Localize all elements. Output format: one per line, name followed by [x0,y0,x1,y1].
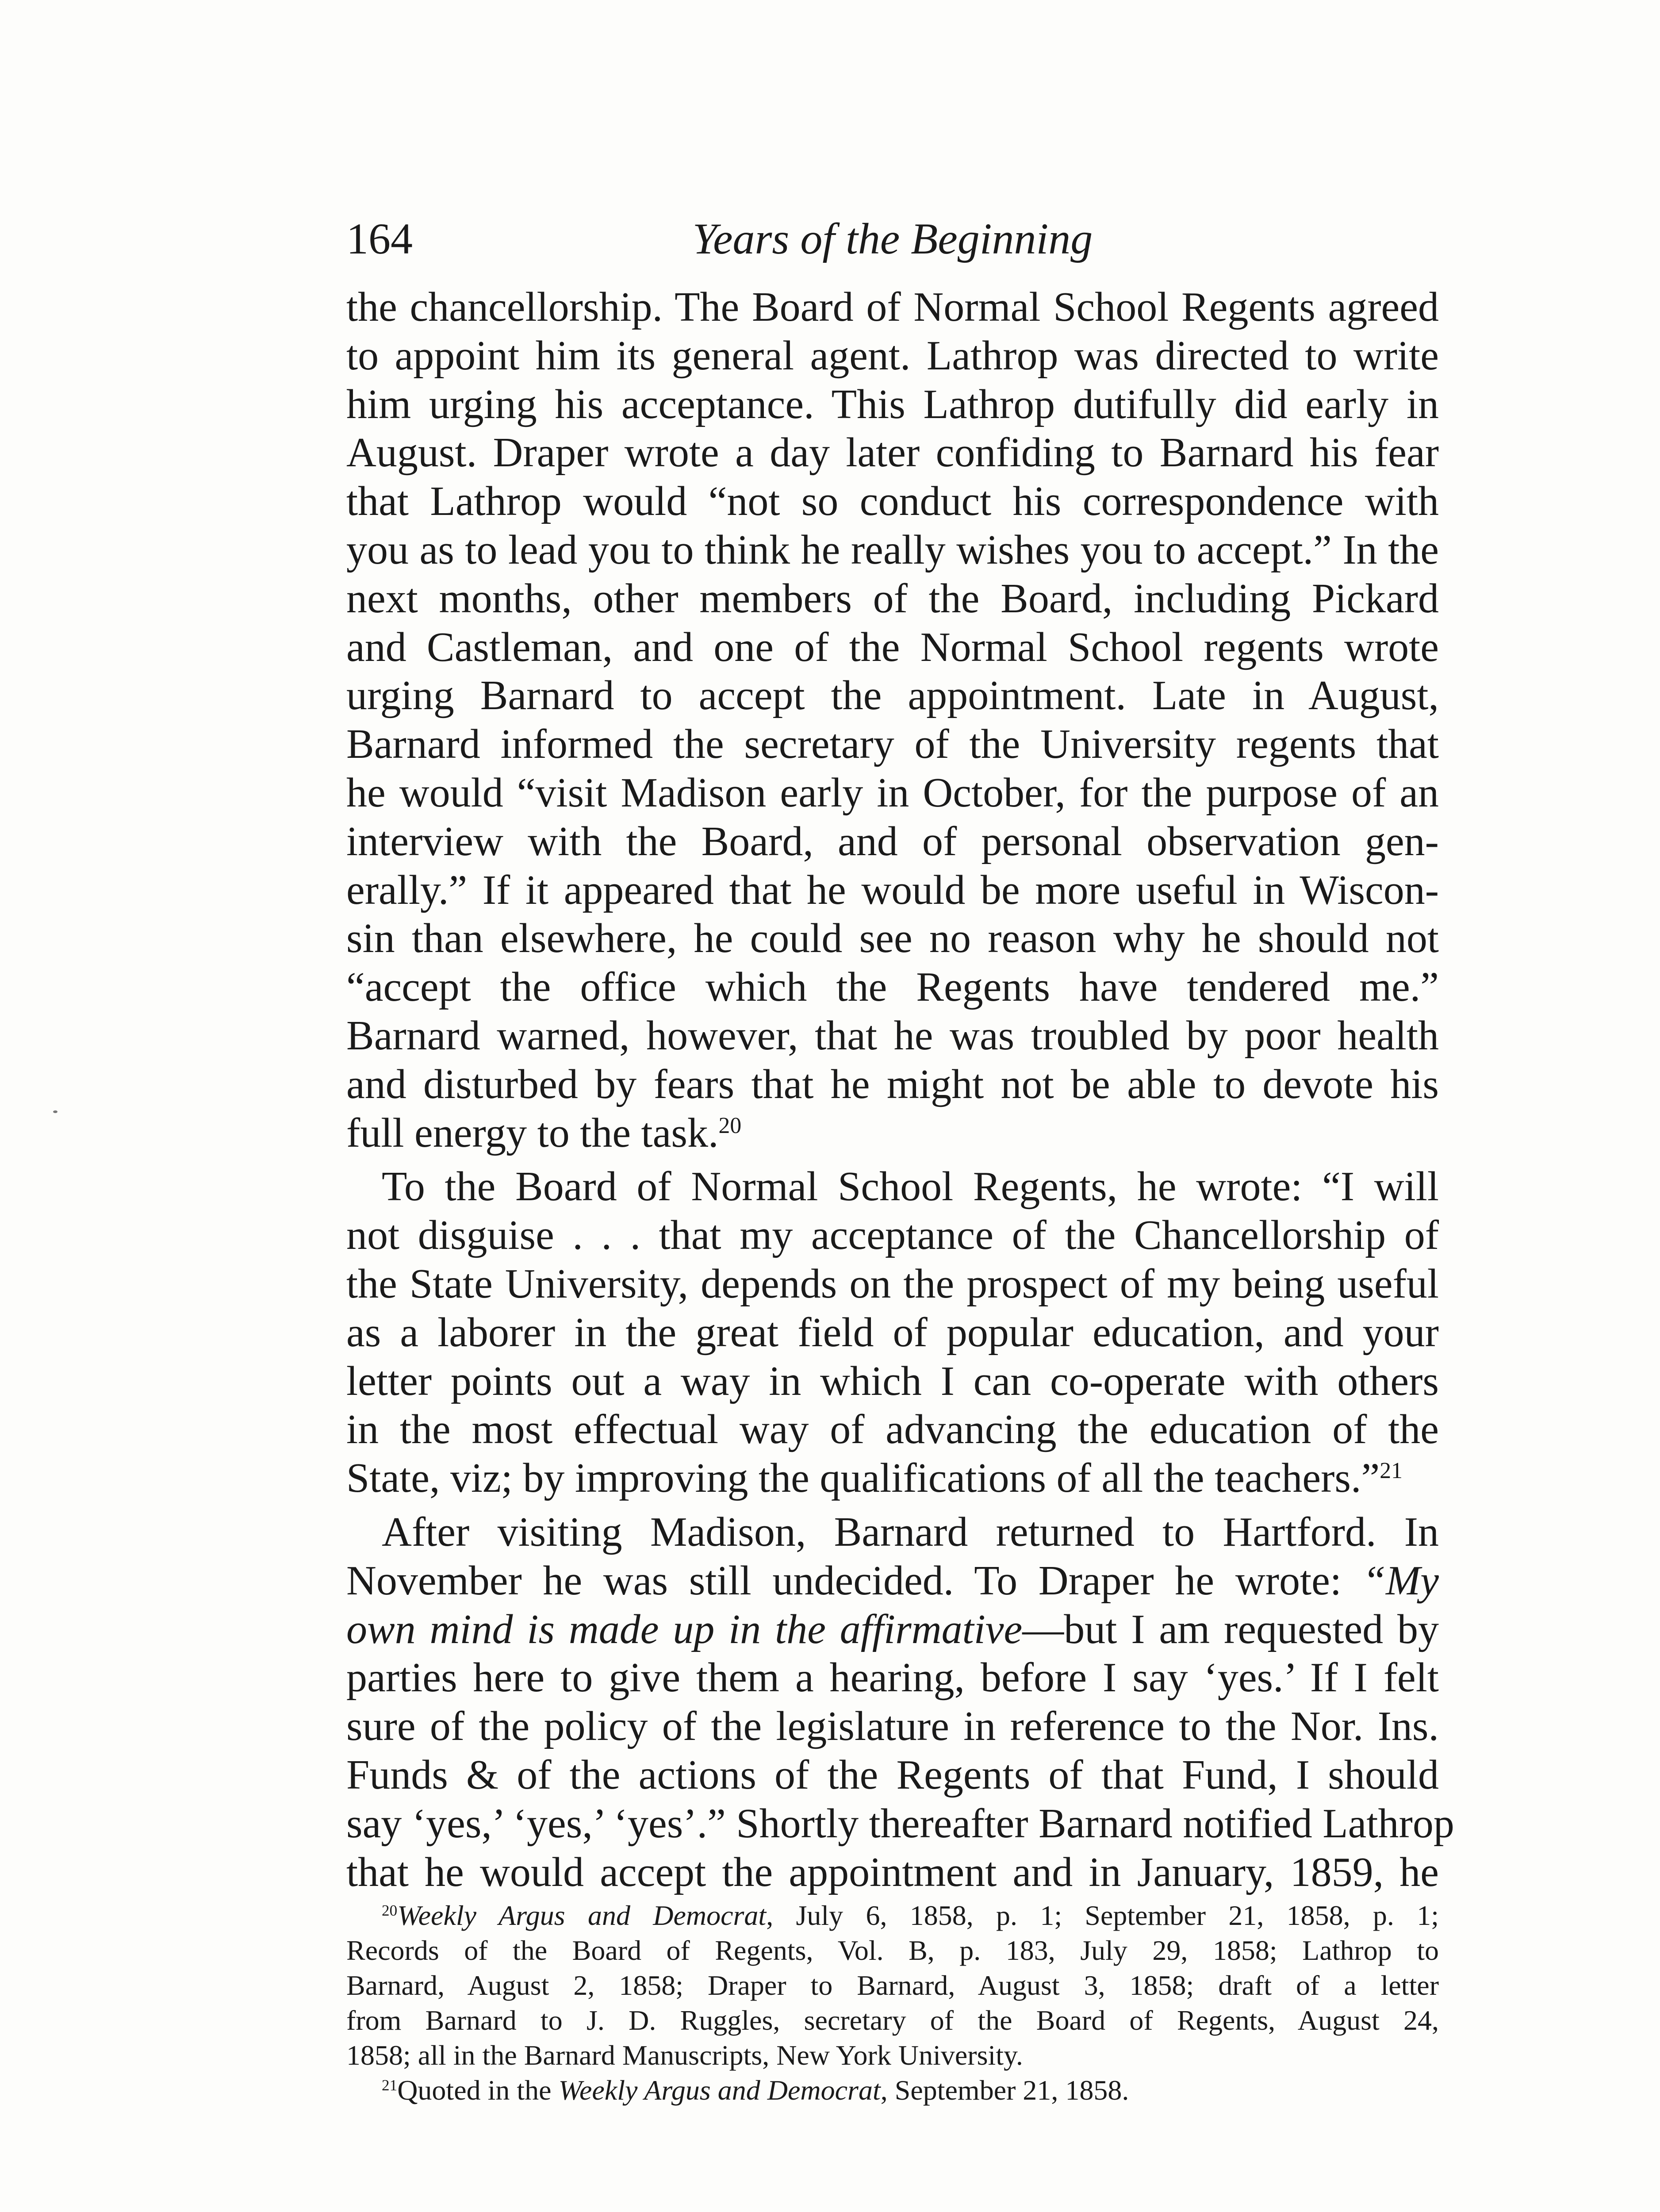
text-line: parties here to give them a hearing, before I say ‘yes.’ If I felt [346,1655,1439,1701]
text-line: not disguise . . . that my acceptance of the Chancellorship of [346,1212,1439,1259]
text-line: next months, other members of the Board, including Pickard [346,575,1439,622]
text-line: After visiting Madison, Barnard returned to Hartford. In [382,1509,1439,1555]
footnotes [346,1898,1439,2108]
text-line: that Lathrop would “not so conduct his correspondence with [346,478,1439,525]
italic-title: own mind is made up in the affirmative [346,1606,1023,1652]
text-line: sin than elsewhere, he could see no reason why he should not [346,915,1439,962]
text-line: and Castleman, and one of the Normal School regents wrote [346,624,1439,670]
text-line [346,1454,1439,1503]
text-line: erally.” If it appeared that he would be more useful in Wiscon- [346,867,1439,913]
text-line-content: full energy to the task. [346,1110,719,1156]
text-line: you as to lead you to think he really wishes you to accept.” In the [346,526,1439,573]
footnote-line: Barnard, August 2, 1858; Draper to Barnard, August 3, 1858; draft of a letter [346,1970,1439,2001]
page-header [346,208,1439,270]
text-line: as a laborer in the great field of popular education, and your [346,1309,1439,1356]
text-line: August. Draper wrote a day later confiding to Barnard his fear [346,430,1439,476]
italic-title: “My [1362,1557,1439,1604]
text-line: To the Board of Normal School Regents, he wrote: “I will [382,1164,1439,1210]
footnote-number: 20 [382,1901,398,1919]
text-line: “accept the office which the Regents have tendered me.” [346,964,1439,1010]
italic-title: Weekly Argus and Democrat [558,2074,881,2106]
page-number: 164 [346,214,413,263]
text-line-content: State, viz; by improving the qualifications of all the teachers.” [346,1455,1380,1502]
text-line: letter points out a way in which I can co-operate with others [346,1358,1439,1404]
text-line [346,1109,1439,1158]
text-line: the State University, depends on the prospect of my being useful [346,1260,1439,1307]
text-line: he would “visit Madison early in October, for the purpose of an [346,769,1439,816]
paragraph [346,283,1439,1157]
text-line: the chancellorship. The Board of Normal School Regents agreed [346,284,1439,330]
footnote-line: 1858; all in the Barnard Manuscripts, New York University. [346,2039,1023,2071]
footnote-reference: 21 [1380,1458,1403,1484]
footnote-reference: 20 [718,1113,742,1138]
running-head: Years of the Beginning [692,214,1093,263]
text-line: own mind is made up in the affirmative—but I am requested by [346,1606,1439,1652]
text-line: urging Barnard to accept the appointment. Late in August, [346,672,1439,719]
paragraph [346,1163,1439,1503]
body-text [346,283,1454,1897]
footnote-text: Quoted in the Weekly Argus and Democrat, September 21, 1858. [397,2074,1129,2106]
footnote-number: 21 [382,2076,398,2094]
footnote-line: from Barnard to J. D. Ruggles, secretary of the Board of Regents, August 24, [346,2005,1439,2036]
footnote [346,2073,1439,2108]
text-line: and disturbed by fears that he might not be able to devote his [346,1061,1439,1107]
footnote-text: Weekly Argus and Democrat, July 6, 1858, p. 1; September 21, 1858, p. 1; [397,1900,1439,1931]
text-line: say ‘yes,’ ‘yes,’ ‘yes’.” Shortly thereafter Barnard notified Lathrop [346,1800,1454,1847]
footnote [346,1898,1439,2073]
text-line: Barnard warned, however, that he was troubled by poor health [346,1012,1439,1059]
italic-title: Weekly Argus and Democrat [397,1900,767,1931]
footnote-line: Records of the Board of Regents, Vol. B, p. 183, July 29, 1858; Lathrop to [346,1935,1439,1966]
text-line: in the most effectual way of advancing the education of the [346,1406,1439,1453]
text-line: sure of the policy of the legislature in reference to the Nor. Ins. [346,1703,1439,1750]
scan-speck [53,1110,58,1113]
paragraph [346,1508,1454,1897]
text-line: him urging his acceptance. This Lathrop dutifully did early in [346,381,1439,427]
text-line: Barnard informed the secretary of the University regents that [346,721,1439,768]
footnote-line [346,1898,1439,1933]
text-line: to appoint him its general agent. Lathrop was directed to write [346,332,1439,379]
text-line: Funds & of the actions of the Regents of that Fund, I should [346,1751,1439,1798]
text-line: interview with the Board, and of personal observation gen- [346,818,1439,864]
text-line: November he was still undecided. To Draper he wrote: “My [346,1557,1439,1604]
text-line: that he would accept the appointment and in January, 1859, he [346,1849,1439,1895]
footnote-line [346,2073,1439,2108]
